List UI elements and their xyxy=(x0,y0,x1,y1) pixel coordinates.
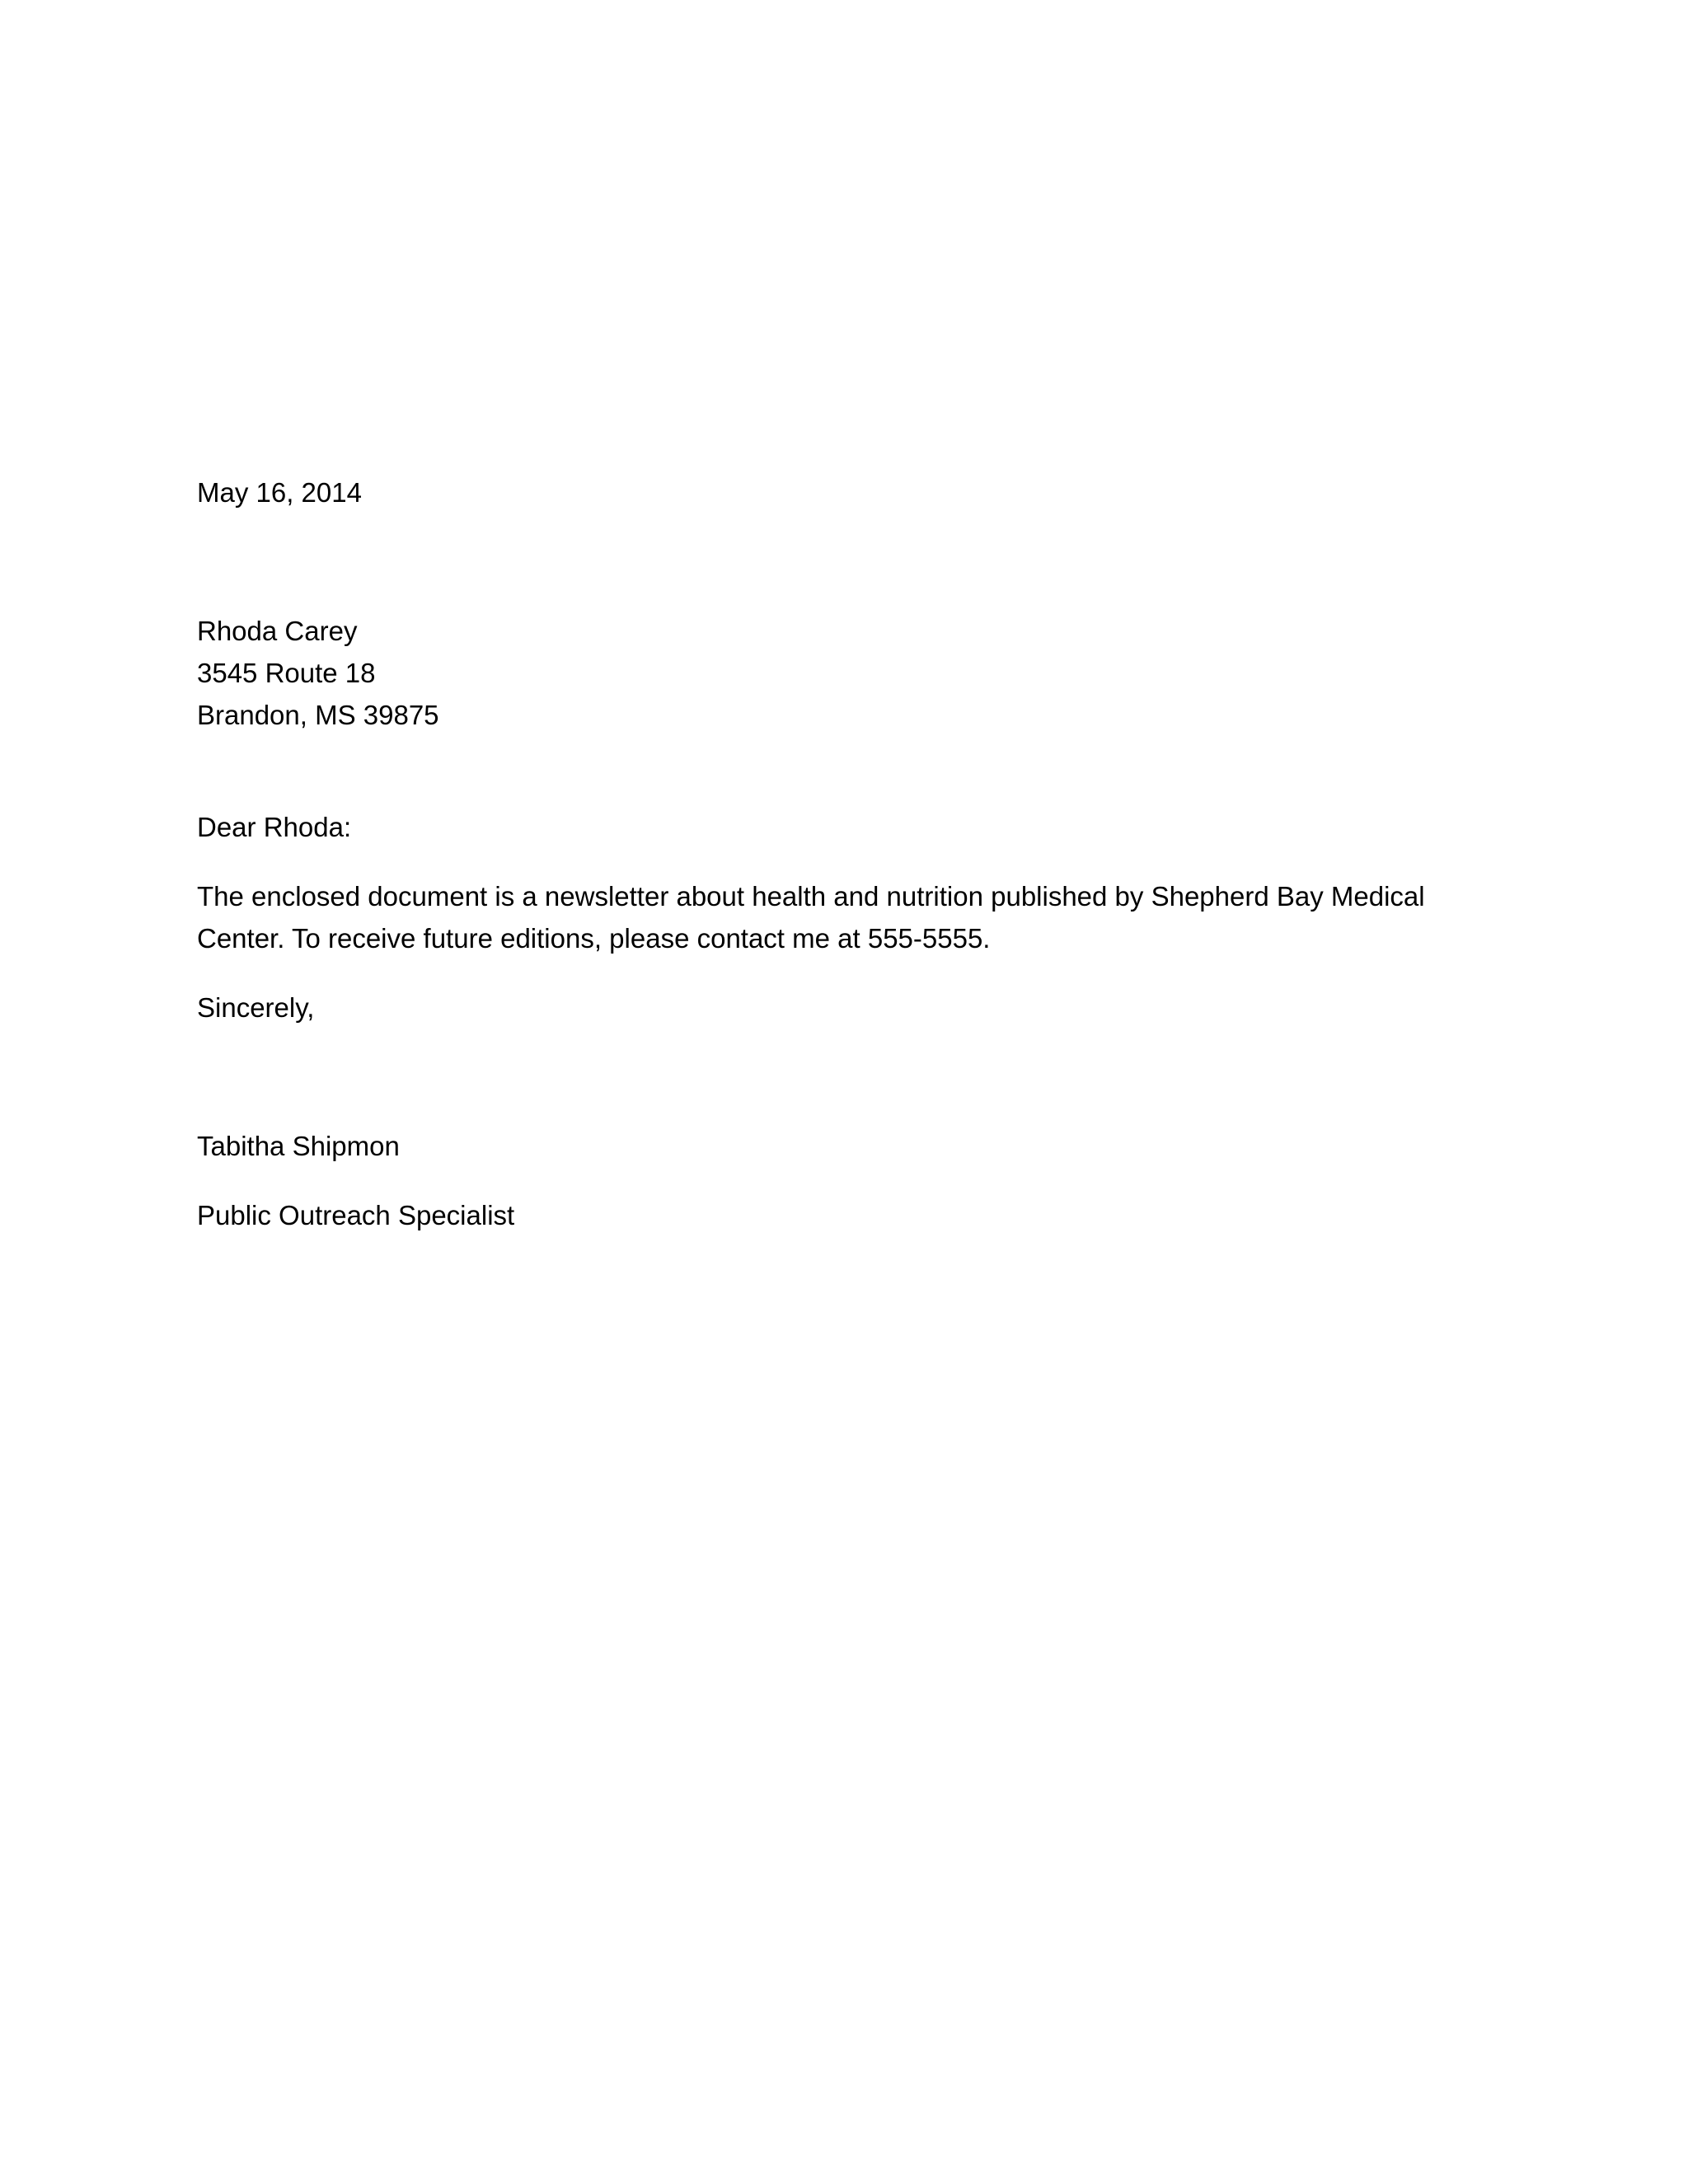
body-line: Center. To receive future editions, please contact me at 555-5555. xyxy=(197,923,991,954)
recipient-city-state-zip: Brandon, MS 39875 xyxy=(197,700,439,730)
signer-name: Tabitha Shipmon xyxy=(197,1131,400,1161)
recipient-name: Rhoda Carey xyxy=(197,616,358,646)
salutation: Dear Rhoda: xyxy=(197,812,352,842)
closing: Sincerely, xyxy=(197,992,315,1023)
recipient-street: 3545 Route 18 xyxy=(197,658,376,688)
body-line: The enclosed document is a newsletter about health and nutrition published by Shepherd Bay Medical xyxy=(197,881,1425,912)
letter-date: May 16, 2014 xyxy=(197,477,362,508)
signer-title: Public Outreach Specialist xyxy=(197,1200,515,1230)
